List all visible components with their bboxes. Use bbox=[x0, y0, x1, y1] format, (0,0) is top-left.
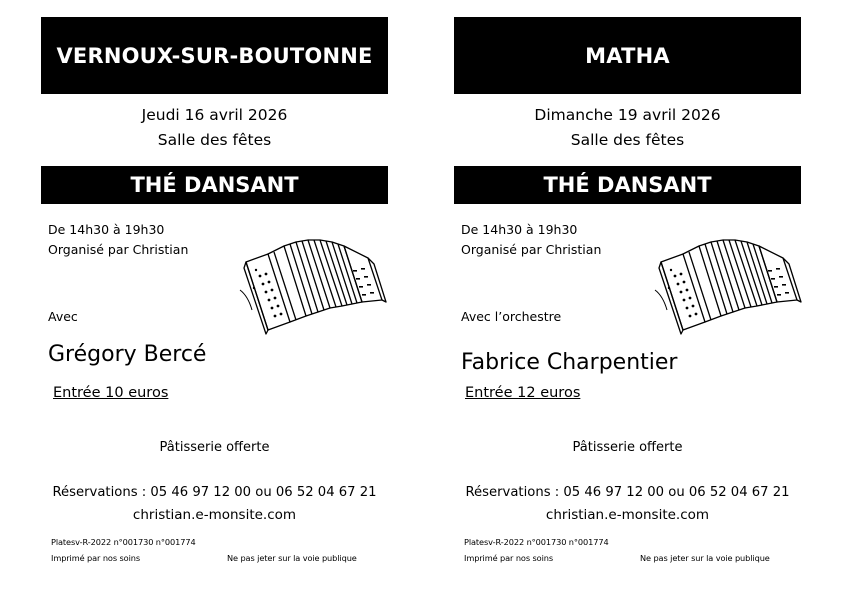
printed-notice: Imprimé par nos soins bbox=[51, 553, 140, 563]
accordion-icon bbox=[238, 230, 388, 335]
town-banner bbox=[454, 17, 801, 94]
pastry-note: Pâtisserie offerte bbox=[159, 440, 270, 455]
event-title: THÉ DANSANT bbox=[130, 173, 299, 197]
with-label: Avec bbox=[48, 309, 78, 324]
event-hours: De 14h30 à 19h30 bbox=[48, 222, 165, 237]
event-banner bbox=[454, 166, 801, 204]
event-organizer: Organisé par Christian bbox=[461, 242, 602, 257]
event-hours: De 14h30 à 19h30 bbox=[461, 222, 578, 237]
flyer-vernoux bbox=[0, 0, 400, 596]
event-date: Dimanche 19 avril 2026 bbox=[534, 106, 721, 124]
event-venue: Salle des fêtes bbox=[157, 131, 272, 149]
entry-price: Entrée 12 euros bbox=[465, 385, 581, 401]
artist-name: Fabrice Charpentier bbox=[461, 350, 678, 375]
website-text: christian.e-monsite.com bbox=[545, 507, 710, 523]
no-dump-notice: Ne pas jeter sur la voie publique bbox=[227, 553, 357, 563]
reservations-phone: Réservations : 05 46 97 12 00 ou 06 52 04 67 21 bbox=[52, 485, 377, 500]
no-dump-notice: Ne pas jeter sur la voie publique bbox=[640, 553, 770, 563]
flyer-matha bbox=[413, 0, 813, 596]
with-label: Avec l’orchestre bbox=[461, 309, 562, 324]
entry-price: Entrée 10 euros bbox=[53, 385, 169, 401]
reservations-phone: Réservations : 05 46 97 12 00 ou 06 52 04 67 21 bbox=[465, 485, 790, 500]
pastry-note: Pâtisserie offerte bbox=[572, 440, 683, 455]
artist-name: Grégory Bercé bbox=[48, 342, 207, 367]
website-text: christian.e-monsite.com bbox=[132, 507, 297, 523]
license-number: Platesv-R-2022 n°001730 n°001774 bbox=[464, 537, 609, 547]
town-name: MATHA bbox=[585, 43, 670, 68]
printed-notice: Imprimé par nos soins bbox=[464, 553, 553, 563]
event-date: Jeudi 16 avril 2026 bbox=[141, 106, 288, 124]
town-banner bbox=[41, 17, 388, 94]
event-organizer: Organisé par Christian bbox=[48, 242, 189, 257]
license-number: Platesv-R-2022 n°001730 n°001774 bbox=[51, 537, 196, 547]
town-name: VERNOUX-SUR-BOUTONNE bbox=[56, 43, 373, 68]
event-title: THÉ DANSANT bbox=[543, 173, 712, 197]
event-venue: Salle des fêtes bbox=[570, 131, 685, 149]
accordion-icon bbox=[653, 230, 803, 335]
event-banner bbox=[41, 166, 388, 204]
